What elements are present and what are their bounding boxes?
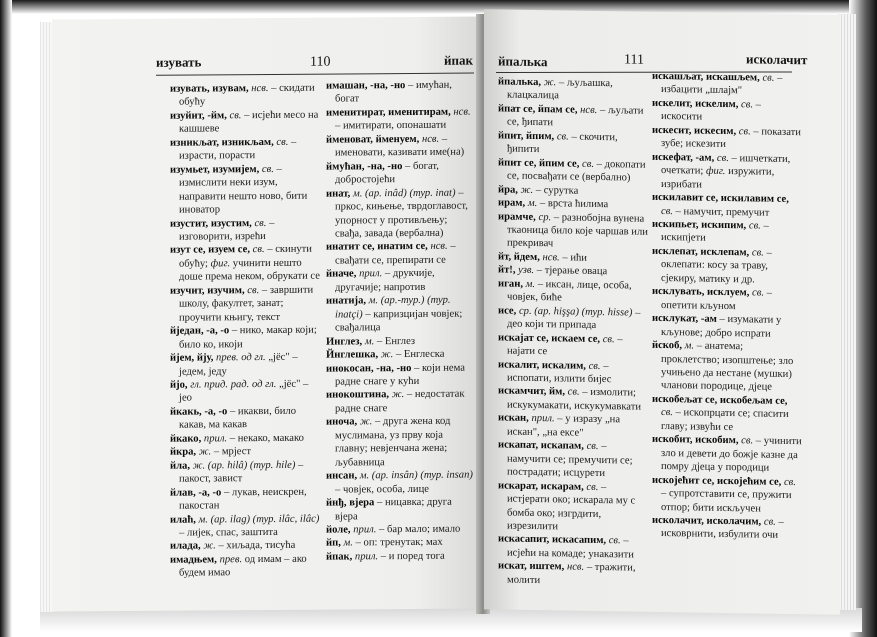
dictionary-entry <box>170 243 322 284</box>
entry-headword: йпат се, йпам се, <box>498 103 578 116</box>
entry-definition: – део који ти припада <box>507 307 641 332</box>
entry-grammar: гл. прид. рад. од гл. <box>190 378 277 391</box>
dictionary-entry <box>498 156 648 185</box>
dictionary-entry <box>170 283 322 324</box>
entry-headword: йпак, <box>326 551 353 563</box>
entry-definition: – сурутка <box>535 184 579 197</box>
entry-definition: – имућан, богат <box>335 79 452 105</box>
entry-definition: – намучит, премучит <box>675 205 770 219</box>
entry-headword: ирамче, <box>498 210 536 223</box>
entry-definition: – богат, добростојећи <box>335 160 439 186</box>
dictionary-entry <box>326 186 476 241</box>
entry-grammar: св. <box>661 407 673 419</box>
entry-definition: – друга жена код муслимана, уз прву која главну; невјенчана жена; љубавница <box>335 416 451 469</box>
entry-grammar: св. <box>229 110 242 122</box>
right-page <box>484 9 840 615</box>
entry-headword: йоле, <box>326 524 351 536</box>
dictionary-entry <box>326 267 476 295</box>
entry-definition: – друкчије, другачије; напротив <box>335 268 435 294</box>
entry-grammar: нсв. <box>251 82 269 95</box>
dictionary-entry <box>170 431 322 446</box>
dictionary-entry <box>170 445 322 460</box>
entry-headword: изустит, изустим, <box>170 217 252 230</box>
entry-headword: инат, <box>326 188 351 200</box>
dictionary-entry <box>498 533 648 562</box>
entry-grammar: св. <box>252 244 265 256</box>
entry-grammar: нсв. <box>566 561 585 574</box>
right-running-head-left: йпалька <box>498 53 548 70</box>
entry-headword: искелит, искелим, <box>652 97 739 111</box>
dictionary-entry <box>170 109 322 137</box>
entry-definition: – хиљада, тисућа <box>218 540 296 552</box>
entry-grammar: прев. од гл. <box>216 352 266 364</box>
entry-definition: – ископрцати се; спасити главу; извући се <box>661 407 789 433</box>
dictionary-entry <box>326 469 476 497</box>
entry-definition: – израсти, порасти <box>179 136 297 162</box>
entry-headword: исклувать, исклуем, <box>652 286 750 299</box>
dictionary-entry <box>652 514 802 543</box>
dictionary-entry <box>498 277 648 306</box>
entry-grammar: м. <box>527 197 538 210</box>
entry-grammar: ж. <box>198 446 212 458</box>
dictionary-entry <box>326 549 476 564</box>
entry-grammar: прил. <box>353 524 377 536</box>
entry-definition: – пркос, кињење, тврдоглавост, упорност у противљењу; свађа, завада (вербална) <box>335 187 468 240</box>
entry-grammar: узв. <box>518 265 535 277</box>
dictionary-entry <box>326 536 476 551</box>
entry-definition: – врста ħилима <box>539 198 609 211</box>
scan-left-edge <box>0 0 12 637</box>
entry-headword: искојећит се, искојећим се, <box>652 474 782 488</box>
dictionary-entry <box>170 378 322 406</box>
entry-headword: искилавит се, искилавим се, <box>652 191 789 206</box>
dictionary-entry <box>326 522 476 537</box>
entry-definition: – тражити, молити <box>507 562 636 586</box>
right-column-2 <box>652 70 802 543</box>
entry-definition: од имам – ако будем имао <box>179 553 307 579</box>
entry-definition: – исковрнити, избулити очи <box>661 516 784 542</box>
entry-headword: искат, иштем, <box>498 560 565 573</box>
dictionary-entry <box>498 560 648 589</box>
entry-definition: – измолити; искукумакати, искукумавкати <box>507 387 642 413</box>
dictionary-entry <box>652 124 802 153</box>
entry-definition: – испопати, излити бијес <box>507 360 612 386</box>
entry-headword: йнђ, вјера <box>326 497 375 509</box>
entry-definition: – љуљашка, клацкалица <box>507 77 613 102</box>
entry-headword: изувать, изувам, <box>170 83 249 95</box>
entry-grammar: прил. <box>531 413 555 425</box>
entry-definition: – опетити кљуном <box>661 287 772 312</box>
entry-headword: йменоват, йменуем, <box>326 133 420 146</box>
entry-definition: – супротставити се, пружити отпор; бити искључен <box>661 488 792 515</box>
entry-grammar: прил. <box>203 433 228 445</box>
entry-definition: – искосити <box>661 99 761 123</box>
entry-grammar: св. <box>276 136 289 148</box>
entry-definition: – мрјест <box>213 446 252 458</box>
page-stack-right <box>838 14 856 610</box>
dictionary-entry <box>170 216 322 244</box>
entry-grammar: ж. <box>380 349 394 361</box>
entry-definition: – оклепати: косу за траву, сјекиру, матику и др. <box>661 247 772 286</box>
entry-headword: искајат се, искаем се, <box>498 332 601 345</box>
entry-grammar: м. <box>364 335 375 347</box>
entry-grammar: ж. (ар. hilâ) (тур. hile) <box>192 459 296 472</box>
entry-grammar: св. <box>567 386 580 399</box>
entry-definition: – скидати обуħу <box>179 82 315 109</box>
entry-definition: – свађати се, препирати се <box>335 241 456 267</box>
entry-definition: – именовати, казивати име(на) <box>335 133 465 159</box>
dictionary-entry <box>652 245 802 288</box>
entry-grammar: м. <box>525 278 536 290</box>
entry-headword: изучит, изучим, <box>170 284 245 297</box>
entry-headword: искамчит, йм, <box>498 385 566 398</box>
entry-definition: изружити, изрибати <box>661 166 775 191</box>
entry-headword: ирам, <box>498 197 526 209</box>
entry-definition: – докопати се, посвађати се (вербално) <box>507 158 646 184</box>
dictionary-entry <box>170 135 322 163</box>
entry-headword: йпит се, йпим се, <box>498 157 580 170</box>
entry-headword: йт!, <box>498 264 516 277</box>
dictionary-entry <box>326 348 476 363</box>
entry-headword: инсан, <box>326 470 358 482</box>
entry-grammar: ж. <box>391 389 405 401</box>
entry-definition: – ишчеткати, очеткати; <box>661 152 791 177</box>
dictionary-entry <box>170 539 322 554</box>
entry-grammar: прил. <box>354 551 379 563</box>
left-header-rule <box>156 73 474 76</box>
entry-definition: – анатема; проклетство; изопштење; зло учињено да нестане (мушки) чланови породице, дјеце <box>661 340 794 394</box>
entry-definition: „јёс" – једем, једу <box>179 351 298 378</box>
dictionary-entry <box>498 331 648 360</box>
entry-definition: – и поред тога <box>380 550 445 563</box>
entry-definition: – бар мало; имало <box>379 523 461 536</box>
dictionary-entry <box>498 75 648 104</box>
left-page-number: 110 <box>310 54 331 70</box>
entry-grammar: св. <box>261 163 274 175</box>
entry-grammar: св. <box>741 435 754 447</box>
entry-headword: исклепат, исклепам, <box>652 245 750 259</box>
entry-headword: йра, <box>498 184 518 196</box>
entry-headword: изникљат, изникљам, <box>170 136 274 149</box>
left-running-head-right: йпак <box>444 52 473 68</box>
entry-headword: йскоб, <box>652 339 683 352</box>
entry-grammar: нсв. <box>453 106 471 118</box>
entry-headword: исклукат, -ам <box>652 312 717 326</box>
entry-grammar: фиг. <box>706 165 726 178</box>
entry-grammar: св. <box>752 287 764 299</box>
entry-grammar: ж. <box>543 77 557 89</box>
entry-definition: – завршити школу, факултет, занат; проучити књигу, текст <box>179 284 314 324</box>
entry-definition: – човјек, особа, лице <box>335 483 429 496</box>
dictionary-entry <box>326 240 476 268</box>
entry-headword: изут се, изуем се, <box>170 244 250 257</box>
entry-headword: иган, <box>498 278 523 290</box>
entry-definition: – лукав, неискрен, пакостан <box>179 486 307 512</box>
entry-grammar: м. (ар. ilag) (тур. ilâc, ilâc) <box>198 513 320 525</box>
entry-definition: учинити нешто доше према неком, обрукати се <box>179 257 320 283</box>
entry-headword: искобељат се, искобељам се, <box>652 393 788 407</box>
entry-definition: – најати се <box>507 333 623 358</box>
dictionary-entry <box>652 473 802 516</box>
entry-headword: инатија, <box>326 295 367 307</box>
dictionary-entry <box>170 162 322 217</box>
entry-definition: – који нема радне снаге у кући <box>335 362 465 388</box>
entry-headword: Йнглешка, <box>326 349 379 361</box>
entry-definition: – у изразу „на искан", „на ексе" <box>507 413 621 439</box>
entry-definition: – изговорити, изрећи <box>179 217 275 243</box>
entry-headword: искашљат, искашљем, <box>652 70 760 84</box>
entry-definition: – ницавка; друга вјера <box>335 496 452 523</box>
dictionary-entry <box>652 97 802 126</box>
dictionary-entry <box>326 159 476 187</box>
right-page-number: 111 <box>624 52 644 68</box>
entry-headword: искан, <box>498 412 529 425</box>
entry-definition: – показати зубе; искезити <box>661 126 801 151</box>
right-column-1 <box>498 75 648 589</box>
dictionary-entry <box>170 351 322 379</box>
dictionary-entry <box>498 479 648 535</box>
entry-grammar: ж. <box>203 540 216 552</box>
entry-definition: – пакост, завист <box>179 459 304 485</box>
entry-definition: – љуљати се, ђипати <box>507 104 644 129</box>
dictionary-entry <box>326 361 476 389</box>
entry-headword: йјем, йју, <box>170 352 214 364</box>
entry-grammar: нсв. <box>580 104 598 116</box>
entry-grammar: ж. <box>359 416 373 428</box>
dictionary-entry <box>652 285 802 314</box>
entry-definition: „јёс" – јео <box>179 378 309 405</box>
entry-headword: имадњем, <box>170 554 217 566</box>
entry-grammar: св. <box>763 516 776 528</box>
entry-headword: йкако, <box>170 433 202 445</box>
entry-grammar: св. <box>608 535 621 547</box>
dictionary-entry <box>652 393 802 436</box>
dictionary-entry <box>498 129 648 158</box>
entry-definition: – недостатак радне снаге <box>335 389 465 415</box>
entry-grammar: м. <box>684 340 695 352</box>
entry-headword: инокосан, -на, -но <box>326 362 412 375</box>
entry-headword: инатит се, инатим се, <box>326 241 428 254</box>
dictionary-entry <box>326 79 476 107</box>
entry-headword: инокоштина, <box>326 389 390 402</box>
left-column-1 <box>170 82 322 581</box>
entry-definition: – икакви, било какав, ма какав <box>179 405 297 431</box>
entry-definition: – тјерање оваца <box>536 265 608 278</box>
entry-headword: исе, <box>498 305 517 317</box>
entry-headword: йједан, -а, -о <box>170 325 230 337</box>
entry-headword: именитират, именитирам, <box>326 106 451 119</box>
entry-headword: йп, <box>326 537 341 549</box>
dictionary-entry <box>652 312 802 341</box>
entry-grammar: св. <box>741 99 753 111</box>
entry-grammar: м. (ар. insân) (тур. insan) <box>359 469 473 482</box>
entry-headword: исколачит, исколачим, <box>652 514 762 528</box>
entry-headword: искипьет, искипим, <box>652 218 747 232</box>
entry-headword: йначе, <box>326 268 357 280</box>
entry-definition: – намучити се; премучити се; пострадати; исцурети <box>507 441 633 480</box>
entry-grammar: св. <box>586 481 599 493</box>
entry-definition: – скинути обуħу; <box>179 244 312 270</box>
entry-headword: йпит, йпим, <box>498 130 555 143</box>
entry-grammar: нсв. <box>430 241 448 253</box>
entry-grammar: св. <box>751 247 764 259</box>
dictionary-entry <box>498 412 648 441</box>
dictionary-entry <box>498 210 648 253</box>
entry-grammar: ср. (ар. hişşa) (тур. hisse) <box>518 305 633 319</box>
entry-headword: искефат, -ам, <box>652 151 715 164</box>
entry-grammar: м. <box>343 537 353 549</box>
entry-grammar: св. <box>602 333 615 345</box>
entry-headword: йла, <box>170 460 190 472</box>
entry-grammar: св. <box>247 284 260 296</box>
entry-definition: – Енглез <box>376 335 416 347</box>
entry-grammar: св. <box>716 152 729 164</box>
entry-headword: ймућан, -на, -но <box>326 160 403 173</box>
entry-grammar: св. <box>661 205 673 217</box>
entry-headword: искалит, искалим, <box>498 358 586 372</box>
scan-top-shadow <box>0 0 877 14</box>
left-column-2 <box>326 79 476 564</box>
entry-grammar: ж. <box>520 184 534 196</box>
entry-definition: – имитирати, опонашати <box>335 120 447 132</box>
entry-headword: Инглез, <box>326 335 363 348</box>
dictionary-entry <box>170 324 322 352</box>
dictionary-entry <box>652 151 802 194</box>
entry-definition: – учинити зло и девети до божје казне да помру дјеца у породици <box>661 435 802 474</box>
dictionary-entry <box>652 339 802 395</box>
dictionary-entry <box>326 132 476 160</box>
entry-headword: изуйит, -йм, <box>170 110 227 122</box>
right-running-head-right: исколачит <box>746 51 808 68</box>
entry-definition: – иħи <box>562 252 587 264</box>
dictionary-entry <box>326 415 476 470</box>
dictionary-entry <box>170 82 322 110</box>
entry-definition: – скочити, ђипити <box>507 131 618 156</box>
entry-grammar: св. <box>254 217 267 229</box>
entry-grammar: св. <box>588 360 601 372</box>
entry-definition: – оп: тренутак; мах <box>355 537 443 549</box>
entry-headword: искесит, искесим, <box>652 124 737 137</box>
entry-headword: искасапит, искасапим, <box>498 533 607 547</box>
dictionary-entry <box>498 385 648 414</box>
dictionary-entry <box>170 404 322 432</box>
entry-grammar: св. <box>783 476 796 488</box>
dictionary-entry <box>170 485 322 513</box>
entry-headword: искапат, искапам, <box>498 439 584 453</box>
entry-headword: искобит, искобим, <box>652 434 739 447</box>
dictionary-entry <box>170 512 322 540</box>
dictionary-entry <box>498 439 648 482</box>
entry-grammar: нсв. <box>421 133 440 145</box>
entry-definition: – некако, макако <box>229 432 304 445</box>
entry-headword: имашан, -на, -но <box>326 80 406 92</box>
dictionary-entry <box>652 433 802 476</box>
entry-headword: йкра, <box>170 446 197 458</box>
entry-definition: – измислити неки изум, направити нешто ново, бити иноватор <box>179 163 308 216</box>
entry-grammar: св. <box>556 131 569 143</box>
entry-definition: – исјећи на комаде; унаказити <box>507 535 634 561</box>
left-running-head-left: изувать <box>156 54 202 70</box>
entry-grammar: св. <box>748 220 761 232</box>
entry-headword: илаћ, <box>170 513 196 526</box>
entry-definition: – искипјети <box>661 220 769 245</box>
entry-definition: – избацити „шлајм" <box>661 72 783 97</box>
dictionary-entry <box>326 388 476 416</box>
entry-grammar: св. <box>738 126 751 138</box>
entry-grammar: м. (ар. inâd) (тур. inat) <box>352 187 456 200</box>
entry-headword: йпалька, <box>498 76 542 89</box>
dictionary-entry <box>326 294 476 335</box>
entry-definition: – истјерати око; искарала му с бомба око; изгрдити, изрезилити <box>507 481 636 533</box>
entry-definition: – капризцијан човјек; свађалица <box>335 308 463 334</box>
dictionary-entry <box>326 105 476 133</box>
entry-headword: иноча, <box>326 416 358 428</box>
dictionary-entry <box>498 102 648 131</box>
entry-definition: – иксан, лице, особа, човјек, биħе <box>507 278 632 304</box>
dictionary-entry <box>498 358 648 387</box>
entry-definition: – исјећи месо на кашшеве <box>179 109 319 135</box>
entry-headword: йлав, -а, -о <box>170 486 222 499</box>
dictionary-entry <box>326 334 476 349</box>
dictionary-entry <box>652 191 802 220</box>
dictionary-entry <box>170 458 322 486</box>
entry-headword: илада, <box>170 540 201 553</box>
entry-headword: йјо, <box>170 379 188 391</box>
entry-grammar: фиг. <box>210 258 231 270</box>
entry-definition: – разнобојна вунена ткаоница било које чаршав или прекривач <box>507 211 648 250</box>
entry-definition: – нико, макар који; било ко, икоји <box>179 324 317 351</box>
entry-definition: – изумакати у кљунове; добро испрати <box>661 314 782 340</box>
dictionary-entry <box>652 70 802 99</box>
left-page <box>52 17 480 612</box>
entry-headword: йкакь, -а, -о <box>170 406 228 418</box>
entry-grammar: ср. <box>538 211 552 223</box>
entry-grammar: нсв. <box>542 252 560 264</box>
dictionary-entry <box>652 218 802 247</box>
entry-grammar: св. <box>582 158 594 170</box>
entry-grammar: прев. <box>219 554 243 566</box>
entry-headword: йт, йдем, <box>498 251 540 263</box>
dictionary-entry <box>326 496 476 524</box>
entry-definition: – лијек, спас, заштита <box>179 526 278 539</box>
entry-grammar: м. (ар.-тур.) (тур. inatçi) <box>335 294 451 321</box>
entry-grammar: св. <box>586 441 599 453</box>
entry-grammar: св. <box>762 72 775 84</box>
entry-headword: изумьет, изумијем, <box>170 163 260 176</box>
entry-headword: искарат, искарам, <box>498 480 584 493</box>
entry-definition: – Енглеска <box>395 348 445 361</box>
dictionary-entry <box>170 552 322 580</box>
dictionary-entry <box>498 304 648 333</box>
entry-grammar: прил. <box>359 268 383 280</box>
